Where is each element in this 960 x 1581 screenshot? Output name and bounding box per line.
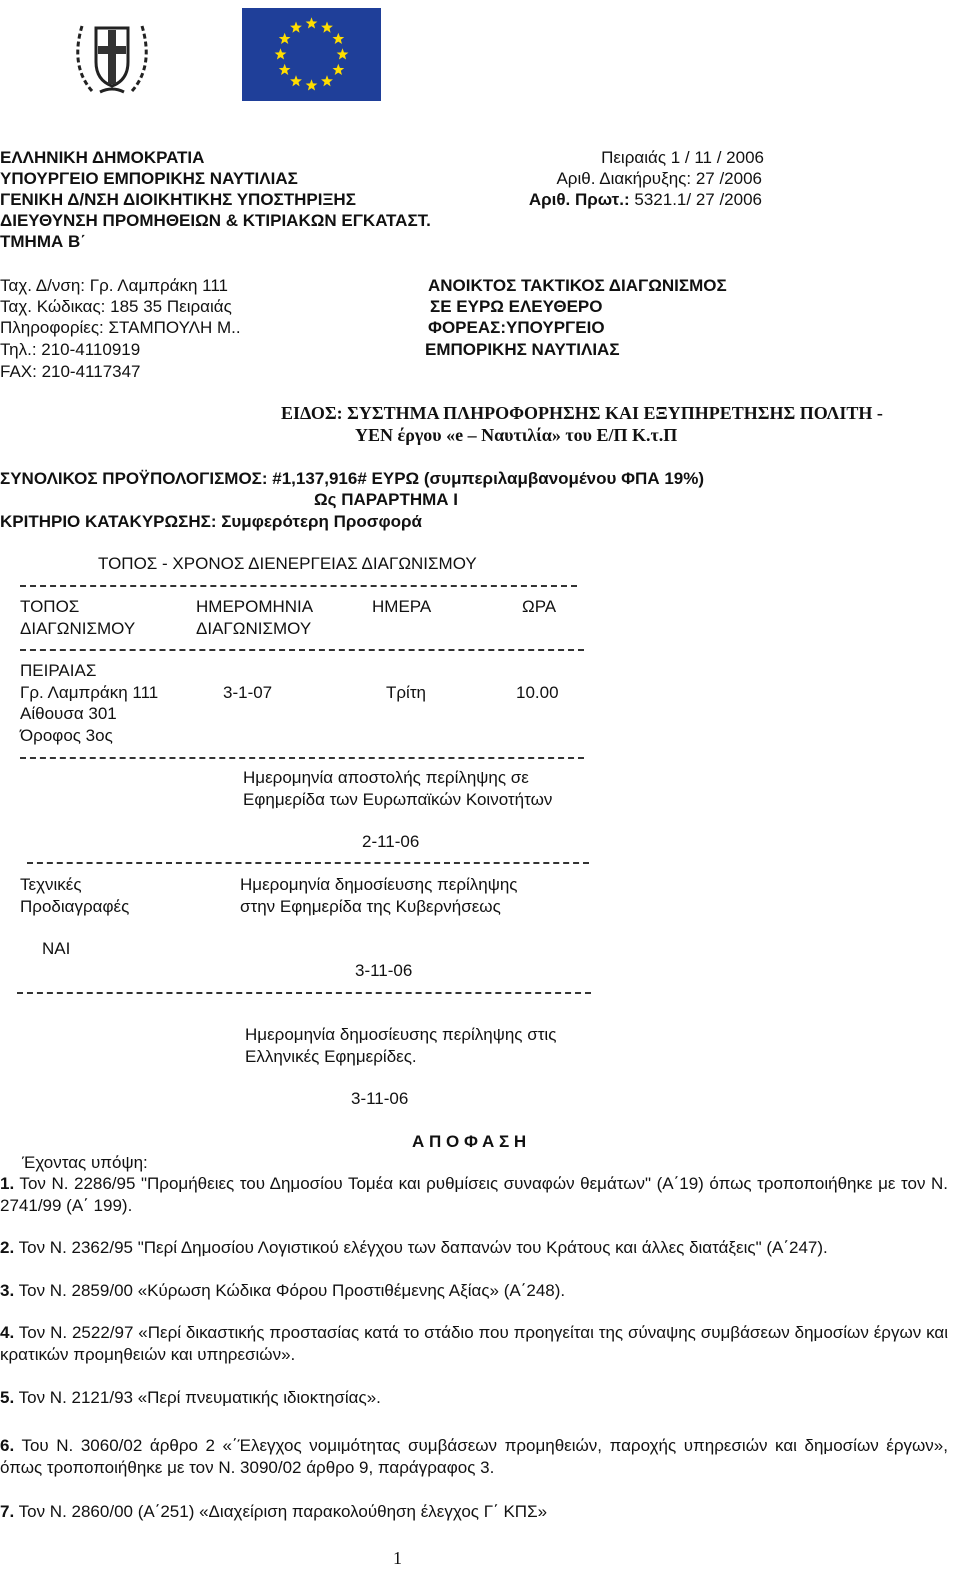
decision-item: [0, 1237, 948, 1259]
eu-flag-logo: [242, 8, 381, 101]
specs-label-1: Τεχνικές: [20, 875, 82, 894]
total-budget: ΣΥΝΟΛΙΚΟΣ ΠΡΟΫΠΟΛΟΓΙΣΜΟΣ: #1,137,916# ΕΥΡΩ (συμπεριλαμβανομένου ΦΠΑ 19%): [0, 469, 705, 488]
decision-intro: Έχοντας υπόψη:: [22, 1153, 148, 1172]
annex-reference: Ως ΠΑΡΑΡΤΗΜΑ Ι: [314, 490, 458, 509]
contact-fax: FAX: 210-4117347: [0, 362, 141, 381]
star-icon: [321, 22, 333, 33]
star-icon: [321, 75, 333, 86]
contact-postcode: Ταχ. Κώδικας: 185 35 Πειραιάς: [0, 297, 232, 316]
star-icon: [333, 64, 345, 75]
col-day: ΗΜΕΡΑ: [372, 597, 432, 616]
tender-time: 10.00: [516, 683, 559, 702]
header-org-4: ΔΙΕΥΘΥΝΣΗ ΠΡΟΜΗΘΕΙΩΝ & ΚΤΙΡΙΑΚΩΝ ΕΓΚΑΤΑΣΤ.: [0, 211, 431, 230]
tender-type-1: ΑΝΟΙΚΤΟΣ ΤΑΚΤΙΚΟΣ ΔΙΑΓΩΝΙΣΜΟΣ: [428, 276, 727, 295]
star-icon: [290, 22, 302, 33]
specs-value: ΝΑΙ: [42, 939, 71, 958]
specs-label-2: Προδιαγραφές: [20, 897, 130, 916]
document-date: Πειραιάς 1 / 11 / 2006: [601, 148, 764, 167]
schedule-title: ΤΟΠΟΣ - ΧΡΟΝΟΣ ΔΙΕΝΕΡΓΕΙΑΣ ΔΙΑΓΩΝΙΣΜΟΥ: [98, 554, 477, 573]
col-date-1: ΗΜΕΡΟΜΗΝΙΑ: [196, 597, 314, 616]
item-number: 2.: [0, 1238, 15, 1257]
item-number: 3.: [0, 1281, 15, 1300]
eu-publication-label-2: Εφημερίδα των Ευρωπαϊκών Κοινοτήτων: [243, 790, 553, 809]
col-time: ΩΡΑ: [522, 597, 557, 616]
tender-date: 3-1-07: [223, 683, 273, 702]
item-text: Τον Ν. 2362/95 "Περί Δημοσίου Λογιστικού ελέγχου των δαπανών του Κράτους και άλλες διατάξεις" (Α΄247).: [14, 1238, 828, 1257]
item-text: Τον Ν. 2286/95 "Προμήθειες του Δημοσίου Τομέα και ρυθμίσεις συναφών θεμάτων" (Α΄19) όπως τροποποιήθηκε με τον Ν. 2741/99 (Α΄ 199).: [0, 1174, 948, 1215]
star-icon: [279, 64, 291, 75]
star-icon: [279, 33, 291, 44]
separator: [17, 992, 591, 994]
item-text: Τον Ν. 2860/00 (Α΄251) «Διαχείριση παρακολούθηση έλεγχος Γ΄ ΚΠΣ»: [14, 1502, 548, 1521]
decision-item: [0, 1435, 948, 1479]
tender-type-4: ΕΜΠΟΡΙΚΗΣ ΝΑΥΤΙΛΙΑΣ: [425, 340, 620, 359]
star-icon: [337, 48, 349, 59]
gov-gazette-label-2: στην Εφημερίδα της Κυβερνήσεως: [240, 897, 501, 916]
place-address: Γρ. Λαμπράκη 111: [20, 683, 159, 702]
decision-title: Α Π Ο Φ Α Σ Η: [412, 1132, 527, 1151]
decision-item: [0, 1280, 948, 1302]
greek-emblem-logo: [62, 6, 162, 104]
declaration-number: [556, 168, 762, 189]
separator: [20, 585, 577, 587]
place-floor: Όροφος 3ος: [20, 726, 113, 745]
greek-papers-label-2: Ελληνικές Εφημερίδες.: [245, 1047, 417, 1066]
protocol-label: Αριθ. Πρωτ.:: [528, 190, 630, 209]
decision-item: [0, 1501, 948, 1523]
award-criterion: ΚΡΙΤΗΡΙΟ ΚΑΤΑΚΥΡΩΣΗΣ: Συμφερότερη Προσφορά: [0, 512, 422, 531]
contact-info: Πληροφορίες: ΣΤΑΜΠΟΥΛΗ Μ..: [0, 318, 241, 337]
contact-address: Ταχ. Δ/νση: Γρ. Λαμπράκη 111: [0, 276, 229, 295]
item-number: 4.: [0, 1323, 15, 1342]
header-org-3: ΓΕΝΙΚΗ Δ/ΝΣΗ ΔΙΟΙΚΗΤΙΚΗΣ ΥΠΟΣΤΗΡΙΞΗΣ: [0, 190, 356, 209]
decision-item: [0, 1173, 948, 1217]
item-number: 7.: [0, 1502, 15, 1521]
gov-gazette-date: 3-11-06: [355, 961, 413, 980]
item-text: Του Ν. 3060/02 άρθρο 2 «΄Έλεγχος νομιμότητας συμβάσεων προμηθειών, παροχής υπηρεσιών και δημοσίων έργων», όπως τροποποιήθηκε με τον Ν. 3090/02 άρθρο 9, παράγραφος 3.: [0, 1436, 948, 1477]
greek-papers-label-1: Ημερομηνία δημοσίευσης περίληψης στις: [245, 1025, 557, 1044]
greek-papers-date: 3-11-06: [351, 1089, 409, 1108]
eu-publication-date: 2-11-06: [362, 832, 420, 851]
declaration-label: Αριθ. Διακήρυξης:: [556, 169, 692, 188]
star-icon: [306, 79, 318, 90]
tender-type-2: ΣΕ ΕΥΡΩ ΕΛΕΥΘΕΡΟ: [430, 297, 603, 316]
star-icon: [290, 75, 302, 86]
star-icon: [306, 17, 318, 28]
item-number: 1.: [0, 1174, 15, 1193]
separator: [20, 649, 584, 651]
col-place-1: ΤΟΠΟΣ: [20, 597, 80, 616]
subject-line-2: ΥΕΝ έργου «e – Ναυτιλία» του Ε/Π Κ.τ.Π: [355, 425, 678, 445]
item-number: 6.: [0, 1436, 15, 1455]
decision-item: [0, 1387, 948, 1409]
eu-publication-label-1: Ημερομηνία αποστολής περίληψης σε: [243, 768, 529, 787]
header-org-5: ΤΜΗΜΑ Β΄: [0, 232, 86, 251]
header-org-1: ΕΛΛΗΝΙΚΗ ΔΗΜΟΚΡΑΤΙΑ: [0, 148, 205, 167]
protocol-number: [529, 189, 762, 210]
item-text: Τον Ν. 2121/93 «Περί πνευματικής ιδιοκτησίας».: [14, 1388, 381, 1407]
separator: [27, 862, 589, 864]
decision-item: [0, 1322, 948, 1366]
col-date-2: ΔΙΑΓΩΝΙΣΜΟΥ: [196, 619, 312, 638]
protocol-value: 5321.1/ 27 /2006: [629, 190, 762, 209]
col-place-2: ΔΙΑΓΩΝΙΣΜΟΥ: [20, 619, 136, 638]
tender-type-3: ΦΟΡΕΑΣ:ΥΠΟΥΡΓΕΙΟ: [428, 318, 605, 337]
item-number: 5.: [0, 1388, 15, 1407]
place-room: Αίθουσα 301: [20, 704, 117, 723]
item-text: Τον Ν. 2522/97 «Περί δικαστικής προστασίας κατά το στάδιο που προηγείται της σύναψης συμβάσεων δημοσίων έργων και κρατικών προμηθειών και υπηρεσιών».: [0, 1323, 948, 1364]
declaration-value: 27 /2006: [691, 169, 762, 188]
subject-line-1: ΕΙΔΟΣ: ΣΥΣΤΗΜΑ ΠΛΗΡΟΦΟΡΗΣΗΣ ΚΑΙ ΕΞΥΠΗΡΕΤΗΣΗΣ ΠΟΛΙΤΗ -: [281, 403, 883, 423]
header-org-2: ΥΠΟΥΡΓΕΙΟ ΕΜΠΟΡΙΚΗΣ ΝΑΥΤΙΛΙΑΣ: [0, 169, 298, 188]
place-city: ΠΕΙΡΑΙΑΣ: [20, 661, 97, 680]
page-number: 1: [393, 1548, 402, 1568]
star-icon: [333, 33, 345, 44]
gov-gazette-label-1: Ημερομηνία δημοσίευσης περίληψης: [240, 875, 518, 894]
separator: [20, 757, 584, 759]
contact-phone: Τηλ.: 210-4110919: [0, 340, 141, 359]
star-icon: [275, 48, 287, 59]
item-text: Τον Ν. 2859/00 «Κύρωση Κώδικα Φόρου Προστιθέμενης Αξίας» (Α΄248).: [14, 1281, 566, 1300]
tender-day: Τρίτη: [386, 683, 427, 702]
